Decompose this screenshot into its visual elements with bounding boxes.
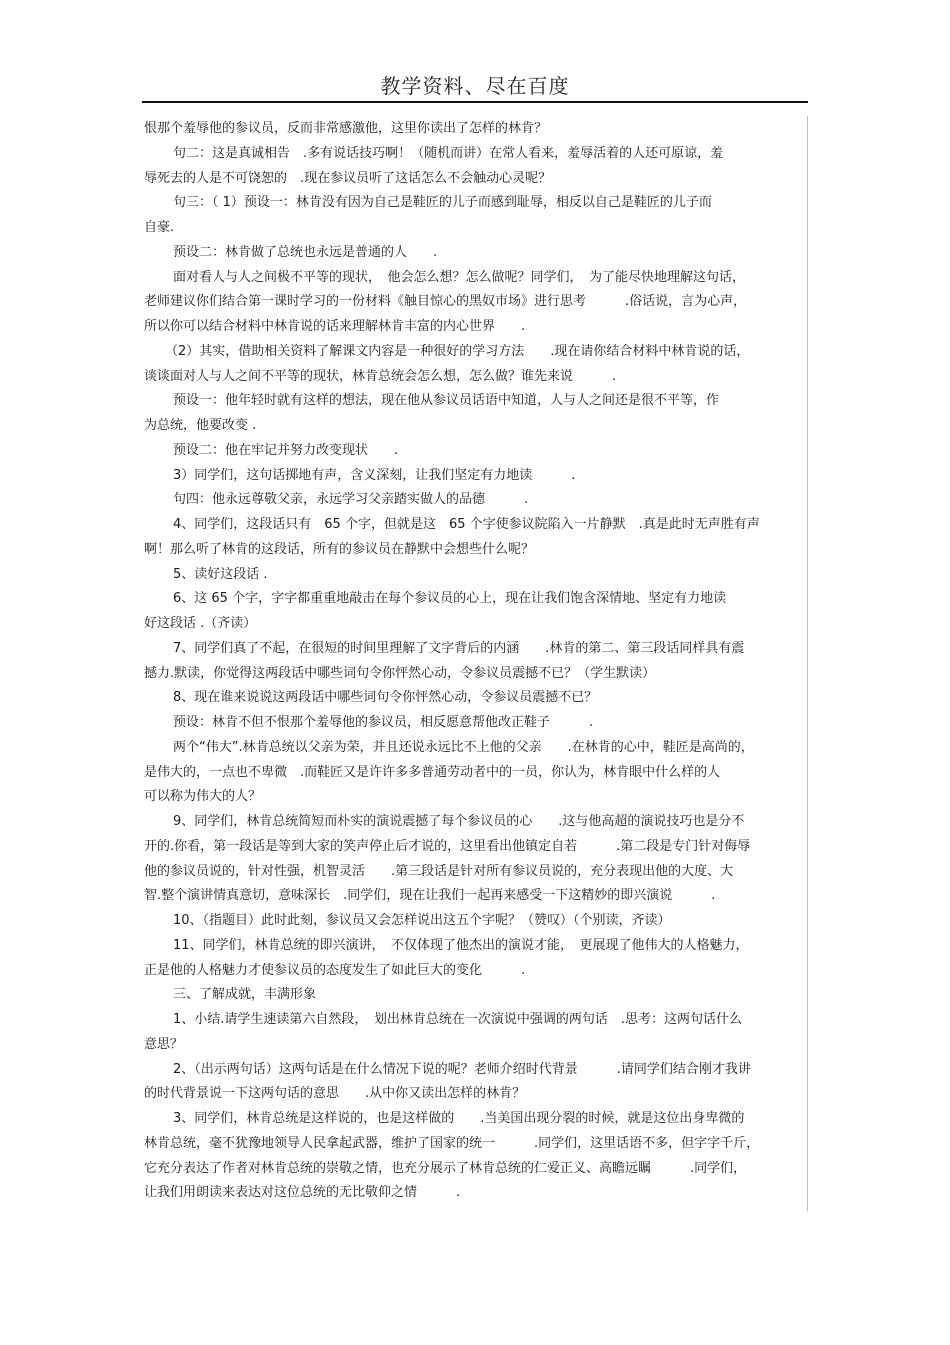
text-line: 啊！那么听了林肯的这段话，所有的参议员在静默中会想些什么呢？ [144, 542, 535, 557]
text-line: 4、同学们，这段话只有 65 个字，但就是这 65 个字使参议院陷入一片静默 .真是此时无声胜有声 [173, 517, 760, 532]
text-line: 谈谈面对人与人之间不平等的现状，林肯总统会怎么想，怎么做？谁先来说 . [144, 369, 617, 384]
text-line: 自豪. [144, 220, 175, 235]
text-line: 智.整个演讲情真意切，意味深长 .同学们，现在让我们一起再来感受一下这精妙的即兴演说 . [144, 888, 716, 903]
text-line: 的时代背景说一下这两句话的意思 .从中你又读出怎样的林肯？ [144, 1086, 526, 1101]
text-line: （2）其实，借助相关资料了解课文内容是一种很好的学习方法 .现在请你结合材料中林肯说的话， [165, 344, 750, 359]
text-line: 林肯总统，毫不犹豫地领导人民拿起武器，维护了国家的统一 .同学们，这里话语不多，但字字千斤， [144, 1136, 760, 1151]
text-line: 两个“伟大”.林肯总统以父亲为荣，并且还说永远比不上他的父亲 .在林肯的心中，鞋匠是高尚的， [173, 740, 754, 755]
right-margin-rule [807, 116, 808, 1211]
text-line: 所以你可以结合材料中林肯说的话来理解林肯丰富的内心世界 . [144, 319, 526, 334]
text-line: 面对看人与人之间极不平等的现状， 他会怎么想？怎么做呢？同学们， 为了能尽快地理解这句话， [173, 270, 746, 285]
text-line: 他的参议员说的，针对性强，机智灵活 .第三段话是针对所有参议员说的，充分表现出他的大度、大 [144, 864, 734, 879]
text-line: 3、同学们，林肯总统是这样说的，也是这样做的 .当美国出现分裂的时候，就是这位出身卑微的 [173, 1111, 745, 1126]
text-line: 5、读好这段话 . [173, 567, 268, 582]
text-line: 6、这 65 个字，字字都重重地敲击在每个参议员的心上，现在让我们饱含深情地、坚定有力地读 [173, 591, 727, 606]
header-divider [142, 101, 808, 103]
text-line: 句四：他永远尊敬父亲，永远学习父亲踏实做人的品德 . [173, 492, 529, 507]
text-line: 为总统，他要改变 . [144, 418, 257, 433]
text-line: 它充分表达了作者对林肯总统的崇敬之情，也充分展示了林肯总统的仁爱正义、高瞻远瞩 .同学们， [144, 1161, 747, 1176]
text-line: 10、（指题目）此时此刻，参议员又会怎样说出这五个字呢？（赞叹）（个别读，齐读） [173, 913, 671, 928]
text-line: 恨那个羞辱他的参议员，反而非常感激他，这里你读出了怎样的林肯？ [144, 121, 548, 136]
text-line: 意思？ [144, 1037, 184, 1052]
text-line: 让我们用朗读来表达对这位总统的无比敬仰之情 . [144, 1185, 461, 1200]
text-line: 3）同学们，这句话掷地有声，含义深刻，让我们坚定有力地读 . [173, 468, 576, 483]
text-line: 9、同学们，林肯总统简短而朴实的演说震撼了每个参议员的心 .这与他高超的演说技巧也是分不 [173, 814, 745, 829]
text-line: 三、了解成就，丰满形象 [173, 987, 317, 1002]
text-line: 正是他的人格魅力才使参议员的态度发生了如此巨大的变化 . [144, 963, 526, 978]
text-line: 预设一：他年轻时就有这样的想法，现在他从参议员话语中知道，人与人之间还是很不平等，作 [173, 393, 720, 408]
text-line: 11、同学们，林肯总统的即兴演讲， 不仅体现了他杰出的演说才能， 更展现了他伟大的人格魅力， [173, 938, 749, 953]
text-line: 预设二：林肯做了总统也永远是普通的人 . [173, 245, 438, 260]
text-line: 8、现在谁来说说这两段话中哪些词句令你怦然心动，令参议员震撼不已？ [173, 690, 598, 705]
text-line: 7、同学们真了不起，在很短的时间里理解了文字背后的内涵 .林肯的第二、第三段话同样具有震 [173, 641, 745, 656]
text-line: 预设：林肯不但不恨那个羞辱他的参议员，相反愿意帮他改正鞋子 . [173, 715, 594, 730]
page-header-title: 教学资料、尽在百度 [380, 74, 570, 98]
text-line: 辱死去的人是不可饶恕的 .现在参议员听了这话怎么不会触动心灵呢？ [144, 171, 552, 186]
text-line: 句三：（ 1）预设一：林肯没有因为自己是鞋匠的儿子而感到耻辱，相反以自己是鞋匠的儿子而 [173, 195, 712, 210]
text-line: 1、小结.请学生速读第六自然段， 划出林肯总统在一次演说中强调的两句话 .思考：这两句话什么 [173, 1012, 743, 1027]
text-line: 可以称为伟大的人？ [144, 789, 262, 804]
text-line: 开的.你看，第一段话是等到大家的笑声停止后才说的，这里看出他镇定自若 .第二段是专门针对侮辱 [144, 839, 751, 854]
text-line: 预设二：他在牢记并努力改变现状 . [173, 443, 399, 458]
text-line: 撼力.默读，你觉得这两段话中哪些词句令你怦然心动，令参议员震撼不已？（学生默读） [144, 666, 656, 681]
text-line: 好这段话 .（齐读） [144, 616, 257, 631]
text-line: 老师建议你们结合第一课时学习的一份材料《触目惊心的黑奴市场》进行思考 .俗话说，言为心声， [144, 294, 747, 309]
text-line: 句二：这是真诚相告 .多有说话技巧啊！（随机而讲）在常人看来，羞辱活着的人还可原谅，羞 [173, 146, 724, 161]
text-line: 2、（出示两句话）这两句话是在什么情况下说的呢？老师介绍时代背景 .请同学们结合刚才我讲 [173, 1062, 751, 1077]
text-line: 是伟大的，一点也不卑微 .而鞋匠又是许许多多普通劳动者中的一员，你认为，林肯眼中什么样的人 [144, 765, 721, 780]
